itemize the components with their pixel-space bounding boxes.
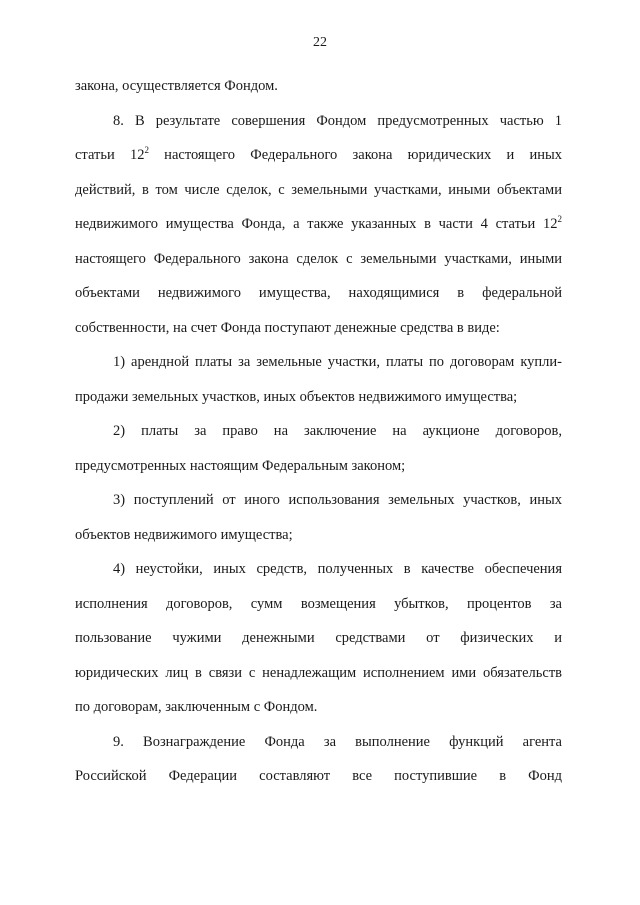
item-4-line-4: юридических лиц в связи с ненадлежащим исполнением ими обязательств: [75, 664, 562, 681]
page-number: 22: [313, 35, 327, 50]
paragraph-8-line-2-rest: настоящего Федерального закона юридических и иных: [148, 147, 562, 163]
paragraph-8-line-7: собственности, на счет Фонда поступают денежные средства в виде:: [75, 319, 500, 336]
item-2-line-1: 2) платы за право на заключение на аукционе договоров,: [113, 423, 562, 439]
item-1-line-2: продажи земельных участков, иных объектов недвижимого имущества;: [75, 388, 518, 405]
paragraph-8-line-2: [75, 138, 562, 173]
paragraph-8-line-3: действий, в том числе сделок, с земельными участками, иными объектами: [75, 181, 562, 198]
superscript: 2: [144, 145, 149, 155]
item-4-line-2: исполнения договоров, сумм возмещения убытков, процентов за: [75, 595, 562, 612]
paragraph-8-line-1: 8. В результате совершения Фондом предусмотренных частью 1: [113, 112, 562, 129]
item-4-line-3: пользование чужими денежными средствами от физических и: [75, 630, 562, 646]
item-4-line-5: по договорам, заключенным с Фондом.: [75, 699, 318, 715]
item-1-line-1: 1) арендной платы за земельные участки, платы по договорам купли-: [113, 354, 562, 370]
superscript: 2: [557, 214, 562, 224]
item-3-line-2: объектов недвижимого имущества;: [75, 526, 293, 543]
paragraph-8-line-4: [75, 207, 562, 242]
item-3-line-1: 3) поступлений от иного использования земельных участков, иных: [113, 492, 562, 508]
item-2-line-2: предусмотренных настоящим Федеральным законом;: [75, 457, 406, 474]
article-ref: статьи 12: [75, 147, 145, 163]
paragraph-9-line-2: Российской Федерации составляют все поступившие в Фонд: [75, 768, 562, 784]
paragraph-8-line-6: объектами недвижимого имущества, находящимися в федеральной: [75, 285, 562, 301]
item-4-line-1: 4) неустойки, иных средств, полученных в качестве обеспечения: [113, 561, 562, 577]
paragraph-9-line-1: 9. Вознаграждение Фонда за выполнение функций агента: [113, 733, 562, 750]
paragraph-8-line-4-text: недвижимого имущества Фонда, а также указанных в части 4 статьи 12: [75, 216, 558, 232]
intro-line: закона, осуществляется Фондом.: [75, 78, 278, 94]
document-body: [75, 69, 562, 794]
paragraph-8-line-5: настоящего Федерального закона сделок с земельными участками, иными: [75, 250, 562, 267]
